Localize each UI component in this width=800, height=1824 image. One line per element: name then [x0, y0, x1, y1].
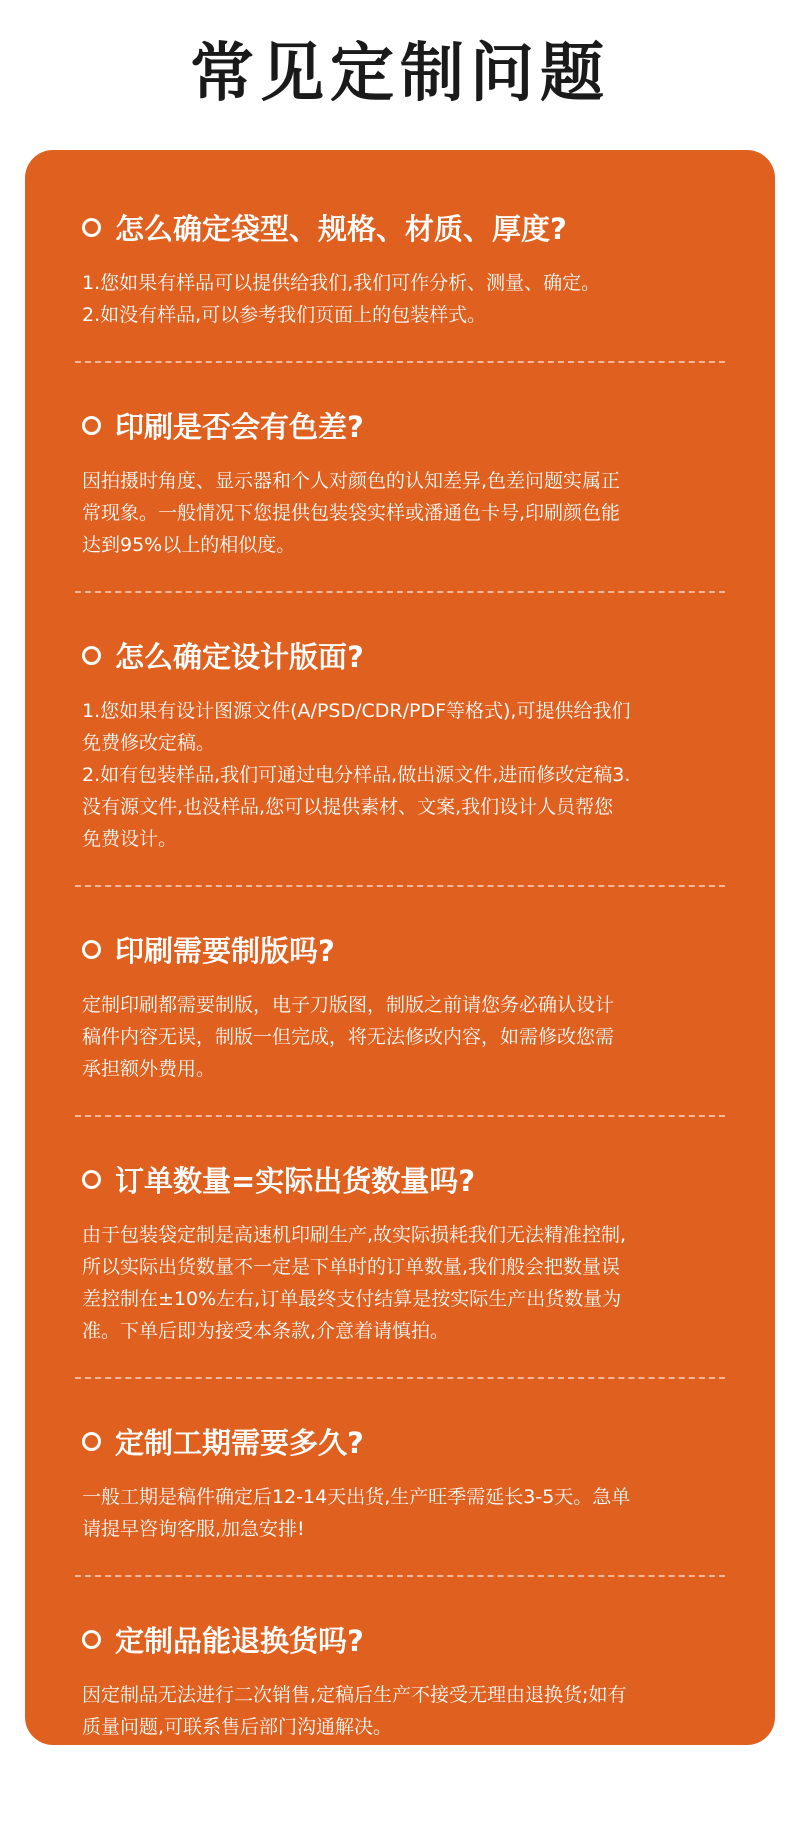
answer-text: 一般工期是稿件确定后12-14天出货,生产旺季需延长3-5天。急单 请提早咨询客服,加急安排! [82, 1486, 631, 1540]
answer-text: 因定制品无法进行二次销售,定稿后生产不接受无理由退换货;如有 质量问题,可联系售后部门沟通解决。 [82, 1684, 627, 1738]
faq-question [75, 1419, 725, 1463]
question-text: 怎么确定设计版面? [115, 639, 364, 674]
faq-item-color-difference [75, 403, 725, 593]
answer-text: 定制印刷都需要制版，电子刀版图，制版之前请您务必确认设计 稿件内容无误，制版一但完成，将无法修改内容，如需修改您需 承担额外费用。 [82, 994, 615, 1080]
question-text: 怎么确定袋型、规格、材质、厚度? [115, 211, 567, 246]
faq-question [75, 403, 725, 447]
circle-bullet-icon [82, 416, 101, 435]
faq-item-order-quantity [75, 1157, 725, 1379]
answer-text: 1.您如果有设计图源文件(A/PSD/CDR/PDF等格式),可提供给我们 免费修改定稿。 2.如有包装样品,我们可通过电分样品,做出源文件,进而修改定稿3. 没有源文件,也没样品,您可以提供素材、文案,我们设计人员帮您 免费设计。 [82, 700, 631, 850]
question-text: 印刷是否会有色差? [115, 409, 364, 444]
faq-question [75, 1617, 725, 1661]
faq-question [75, 927, 725, 971]
answer-text: 由于包装袋定制是高速机印刷生产,故实际损耗我们无法精准控制, 所以实际出货数量不一定是下单时的订单数量,我们般会把数量误 差控制在±10%左右,订单最终支付结算是按实际生产出货数量为 准。下单后即为接受本条款,介意着请慎拍。 [82, 1224, 627, 1342]
question-text: 定制品能退换货吗? [115, 1623, 364, 1658]
circle-bullet-icon [82, 1630, 101, 1649]
faq-item-plate-making [75, 927, 725, 1117]
faq-item-returns [75, 1617, 725, 1775]
circle-bullet-icon [82, 1170, 101, 1189]
faq-item-design-layout [75, 633, 725, 887]
question-text: 定制工期需要多久? [115, 1425, 364, 1460]
faq-item-bag-spec [75, 205, 725, 363]
answer-text: 因拍摄时角度、显示器和个人对颜色的认知差异,色差问题实属正 常现象。一般情况下您提供包装袋实样或潘通色卡号,印刷颜色能 达到95%以上的相似度。 [82, 470, 621, 556]
circle-bullet-icon [82, 218, 101, 237]
answer-text: 1.您如果有样品可以提供给我们,我们可作分析、测量、确定。 2.如没有样品,可以参考我们页面上的包装样式。 [82, 272, 601, 326]
question-text: 订单数量=实际出货数量吗? [115, 1163, 476, 1198]
faq-question [75, 633, 725, 677]
faq-question [75, 205, 725, 249]
page-title: 常见定制问题 [190, 36, 610, 111]
faq-card [25, 150, 775, 1745]
faq-item-lead-time [75, 1419, 725, 1577]
circle-bullet-icon [82, 940, 101, 959]
circle-bullet-icon [82, 1432, 101, 1451]
question-text: 印刷需要制版吗? [115, 933, 335, 968]
circle-bullet-icon [82, 646, 101, 665]
faq-question [75, 1157, 725, 1201]
